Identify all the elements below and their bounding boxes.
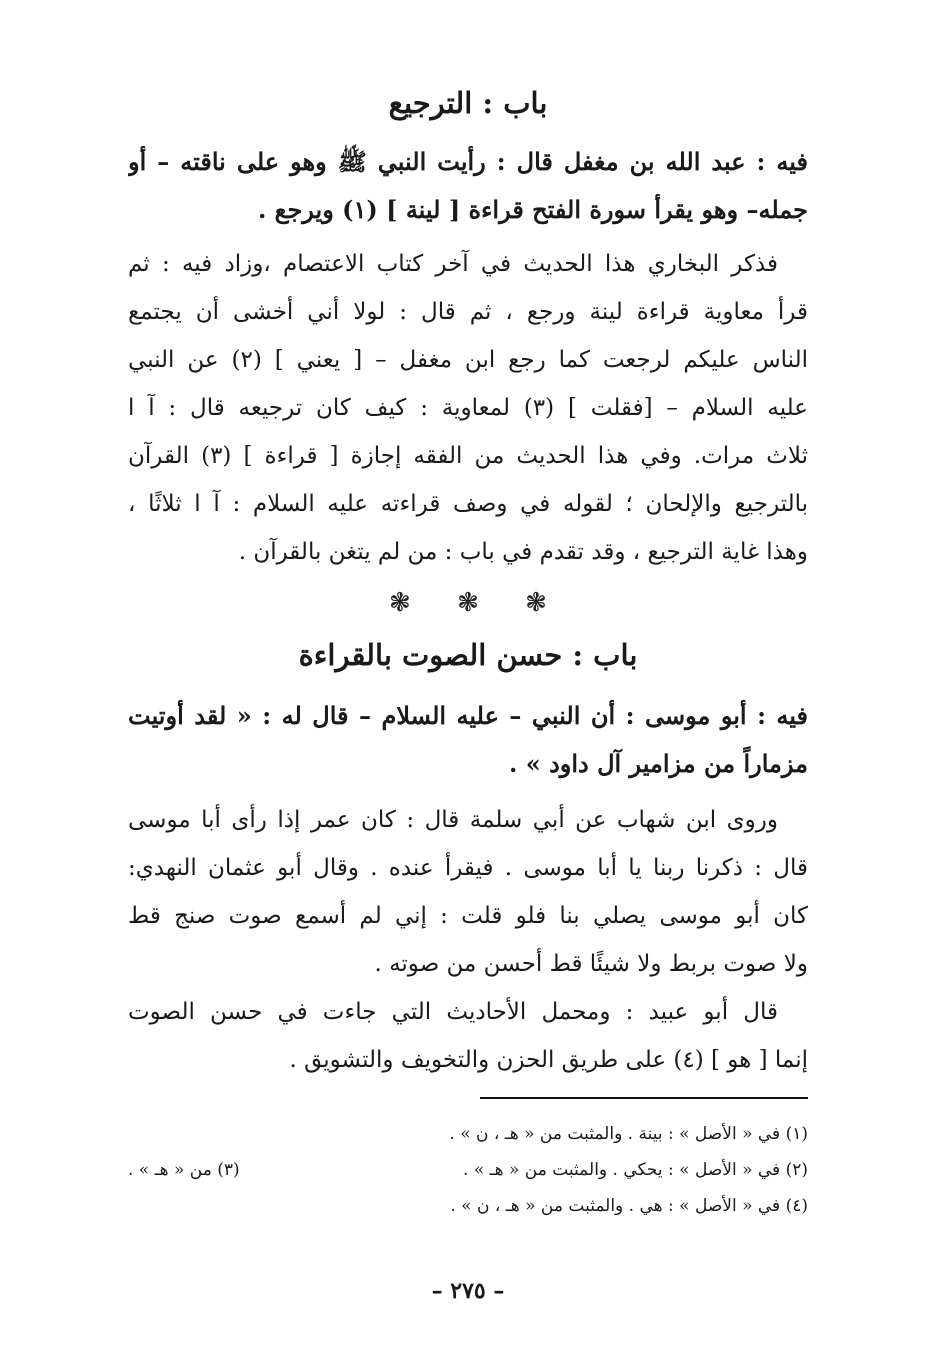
text-line: فيه : عبد الله بن مغفل قال : رأيت النبي ﷺ وهو على ناقته – أو	[128, 147, 808, 176]
text-line: فيه : أبو موسى : أن النبي – عليه السلام – قال له : « لقد أوتيت	[128, 701, 808, 730]
text-line: وروى ابن شهاب عن أبي سلمة قال : كان عمر إذا رأى أبا موسى	[128, 807, 778, 833]
commentary-paragraph-3	[128, 988, 808, 1084]
footnote-2: (٢) في « الأصل » : يحكي . والمثبت من « هـ » .	[463, 1160, 808, 1180]
footnote-row	[128, 1152, 808, 1188]
text-line: جمله– وهو يقرأ سورة الفتح قراءة [ لينة ] (١) ويرجع .	[257, 195, 808, 224]
book-page	[128, 0, 808, 1370]
text-line: بالترجيع والإلحان ؛ لقوله في وصف قراءته عليه السلام : آ ا ثلاثًا ،	[128, 491, 808, 517]
text-line: ثلاث مرات. وفي هذا الحديث من الفقه إجازة [ قراءة ] (٣) القرآن	[128, 443, 808, 469]
text-line: كان أبو موسى يصلي بنا فلو قلت : إني لم أسمع صوت صنج قط	[128, 903, 808, 929]
footnote-1: (١) في « الأصل » : بينة . والمثبت من « هـ ، ن » .	[449, 1124, 808, 1144]
text-line: ولا صوت بربط ولا شيئًا قط أحسن من صوته .	[374, 951, 808, 977]
text-line: وهذا غاية الترجيع ، وقد تقدم في باب : من لم يتغن بالقرآن .	[238, 539, 808, 565]
text-line: قال : ذكرنا ربنا يا أبا موسى . فيقرأ عنده . وقال أبو عثمان النهدي:	[128, 855, 808, 881]
footnote-divider	[480, 1097, 808, 1099]
section-title-tarjee: باب : الترجيع	[388, 86, 548, 120]
text-line: فذكر البخاري هذا الحديث في آخر كتاب الاعتصام ،وزاد فيه : ثم	[128, 251, 778, 277]
footnote-3: (٣) من « هـ » .	[128, 1160, 240, 1180]
section-title-husn-alsawt: باب : حسن الصوت بالقراءة	[298, 638, 638, 672]
text-line: قال أبو عبيد : ومحمل الأحاديث التي جاءت في حسن الصوت	[128, 999, 778, 1025]
footnote-row	[128, 1116, 808, 1152]
hadith-intro-1	[128, 138, 808, 234]
text-line: عليه السلام – [فقلت ] (٣) لمعاوية : كيف كان ترجيعه قال : آ ا	[128, 395, 808, 421]
footnote-row	[128, 1188, 808, 1224]
text-line: قرأ معاوية قراءة لينة ورجع ، ثم قال : لولا أني أخشى أن يجتمع	[128, 299, 808, 325]
commentary-paragraph-2	[128, 796, 808, 988]
section-separator: ❃ ❃ ❃	[389, 588, 547, 618]
text-line: مزماراً من مزامير آل داود » .	[509, 749, 808, 778]
page-number: – ٢٧٥ –	[431, 1278, 505, 1304]
hadith-intro-2	[128, 692, 808, 788]
text-line: إنما [ هو ] (٤) على طريق الحزن والتخويف والتشويق .	[289, 1047, 808, 1073]
text-line: الناس عليكم لرجعت كما رجع ابن مغفل – [ يعني ] (٢) عن النبي	[128, 347, 808, 373]
commentary-paragraph-1	[128, 240, 808, 576]
footnotes	[128, 1116, 808, 1224]
footnote-4: (٤) في « الأصل » : هي . والمثبت من « هـ ، ن » .	[450, 1196, 808, 1216]
